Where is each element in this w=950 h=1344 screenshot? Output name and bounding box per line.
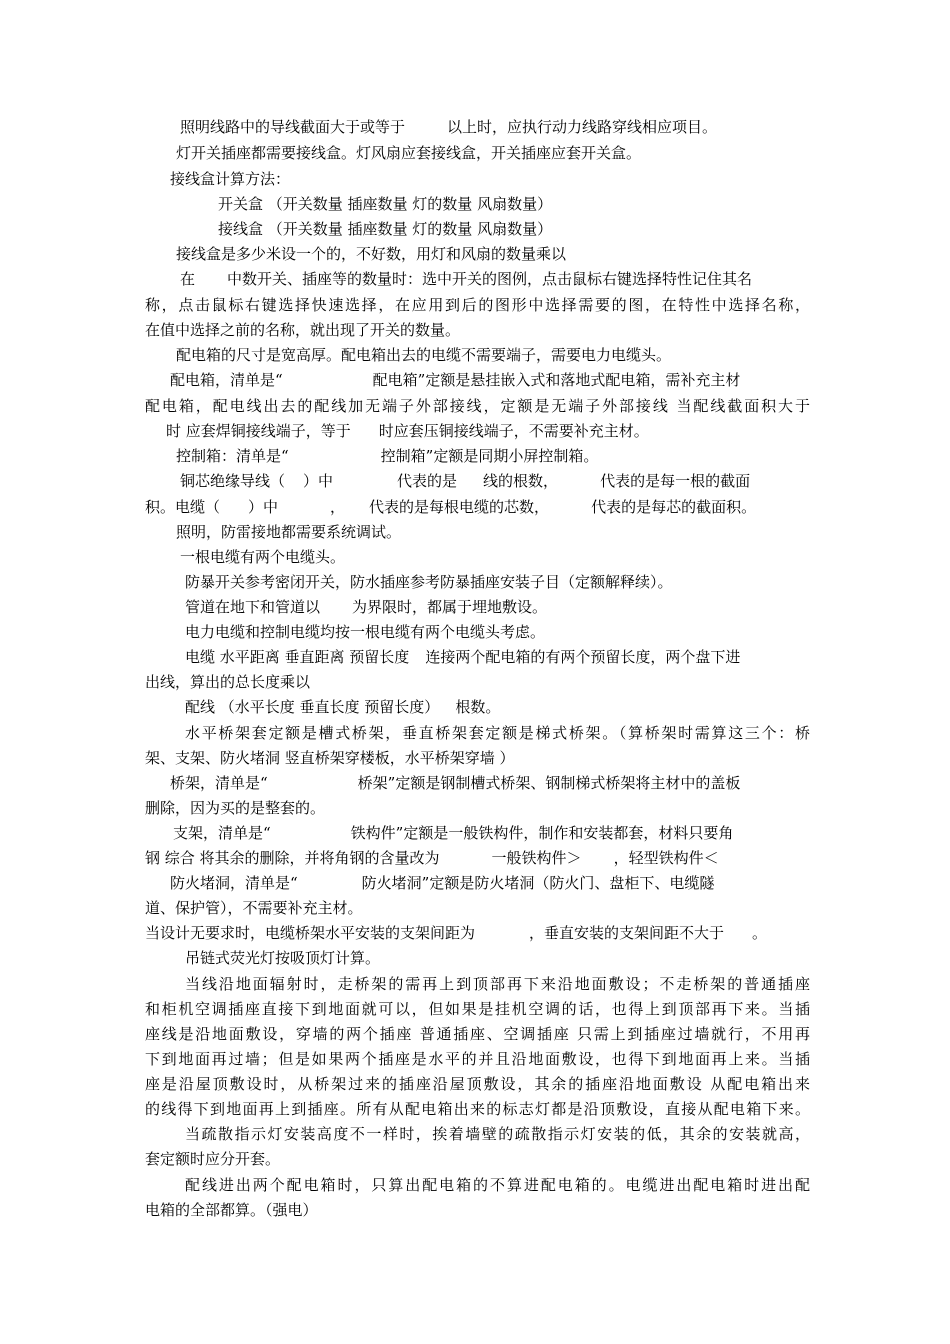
text-line: 配线 （水平长度 垂直长度 预留长度） 根数。 xyxy=(185,698,501,716)
text-line: 当疏散指示灯安装高度不一样时，挨着墙壁的疏散指示灯安装的低，其余的安装就高， xyxy=(185,1125,810,1143)
text-line: 称，点击鼠标右键选择快速选择，在应用到后的图形中选择需要的图，在特性中选择名称， xyxy=(145,296,810,314)
text-line: 铜芯绝缘导线（ ）中 代表的是 线的根数， 代表的是每一根的截面 xyxy=(180,472,751,490)
text-line: 一根电缆有两个电缆头。 xyxy=(180,548,346,566)
text-line: 管道在地下和管道以 为界限时，都属于埋地敷设。 xyxy=(185,598,548,616)
text-line: 积。电缆（ ）中 ， 代表的是每根电缆的芯数， 代表的是每芯的截面积。 xyxy=(145,498,757,516)
text-line: 的线得下到地面再上到插座。所有从配电箱出来的标志灯都是沿顶敷设，直接从配电箱下来。 xyxy=(145,1100,810,1118)
text-line: 桥架，清单是“ 桥架”定额是钢制槽式桥架、钢制梯式桥架将主材中的盖板 xyxy=(170,774,741,792)
text-line: 删除，因为买的是整套的。 xyxy=(145,799,326,817)
text-line: 防火堵洞，清单是“ 防火堵洞”定额是防火堵洞（防火门、盘柜下、电缆隧 xyxy=(170,874,715,892)
text-line: 电力电缆和控制电缆均按一根电缆有两个电缆头考虑。 xyxy=(185,623,546,641)
text-line: 防暴开关参考密闭开关，防水插座参考防暴插座安装子目（定额解释续）。 xyxy=(185,573,673,591)
text-line: 当线沿地面辐射时，走桥架的需再上到顶部再下来沿地面敷设；不走桥架的普通插座 xyxy=(185,975,810,993)
text-line: 水平桥架套定额是槽式桥架，垂直桥架套定额是梯式桥架。（算桥架时需算这三个：桥 xyxy=(185,724,810,742)
text-line: 出线，算出的总长度乘以 xyxy=(145,673,311,691)
text-line: 配电箱，清单是“ 配电箱”定额是悬挂嵌入式和落地式配电箱，需补充主材 xyxy=(170,371,741,389)
text-line: 接线盒 （开关数量 插座数量 灯的数量 风扇数量） xyxy=(218,220,553,238)
text-line: 架、支架、防火堵洞 竖直桥架穿楼板，水平桥架穿墙 ） xyxy=(145,749,515,767)
text-line: 配线进出两个配电箱时，只算出配电箱的不算进配电箱的。电缆进出配电箱时进出配 xyxy=(185,1176,810,1194)
text-line: 在值中选择之前的名称，就出现了开关的数量。 xyxy=(145,321,461,339)
text-line: 钢 综合 将其余的删除，并将角钢的含量改为 一般铁构件＞ ，轻型铁构件＜ xyxy=(145,849,719,867)
text-line: 下到地面再过墙；但是如果两个插座是水平的并且沿地面敷设，也得下到地面再上来。当插 xyxy=(145,1050,810,1068)
text-line: 电箱的全部都算。（强电） xyxy=(145,1201,318,1219)
text-line: 吊链式荧光灯按吸顶灯计算。 xyxy=(185,949,381,967)
text-line: 接线盒计算方法： xyxy=(170,170,291,188)
text-line: 座是沿屋顶敷设时，从桥架过来的插座沿屋顶敷设，其余的插座沿地面敷设 从配电箱出来 xyxy=(145,1075,810,1093)
text-line: 照明，防雷接地都需要系统调试。 xyxy=(176,523,402,541)
text-line: 配电箱的尺寸是宽高厚。配电箱出去的电缆不需要端子，需要电力电缆头。 xyxy=(176,346,672,364)
text-line: 座线是沿地面敷设，穿墙的两个插座 普通插座、空调插座 只需上到插座过墙就行，不用再 xyxy=(145,1025,810,1043)
text-line: 电缆 水平距离 垂直距离 预留长度 连接两个配电箱的有两个预留长度，两个盘下进 xyxy=(185,648,741,666)
text-line: 当设计无要求时，电缆桥架水平安装的支架间距为 ，垂直安装的支架间距不大于 。 xyxy=(145,924,768,942)
text-line: 时 应套焊铜接线端子，等于 时应套压铜接线端子，不需要补充主材。 xyxy=(166,422,649,440)
text-line: 照明线路中的导线截面大于或等于 以上时，应执行动力线路穿线相应项目。 xyxy=(180,118,718,136)
text-line: 配电箱，配电线出去的配线加无端子外部接线，定额是无端子外部接线 当配线截面积大于 xyxy=(145,397,810,415)
text-line: 套定额时应分开套。 xyxy=(145,1150,281,1168)
text-line: 在 中数开关、插座等的数量时：选中开关的图例，点击鼠标右键选择特性记住其名 xyxy=(180,270,753,288)
text-line: 开关盒 （开关数量 插座数量 灯的数量 风扇数量） xyxy=(218,195,553,213)
text-line: 支架，清单是“ 铁构件”定额是一般铁构件，制作和安装都套，材料只要角 xyxy=(173,824,734,842)
text-line: 接线盒是多少米设一个的，不好数，用灯和风扇的数量乘以 xyxy=(176,245,567,263)
text-line: 灯开关插座都需要接线盒。灯风扇应套接线盒，开关插座应套开关盒。 xyxy=(176,144,642,162)
text-line: 控制箱：清单是“ 控制箱”定额是同期小屏控制箱。 xyxy=(176,447,599,465)
text-line: 道、保护管），不需要补充主材。 xyxy=(145,899,363,917)
text-line: 和柜机空调插座直接下到地面就可以，但如果是挂机空调的话，也得上到顶部再下来。当插 xyxy=(145,1000,810,1018)
